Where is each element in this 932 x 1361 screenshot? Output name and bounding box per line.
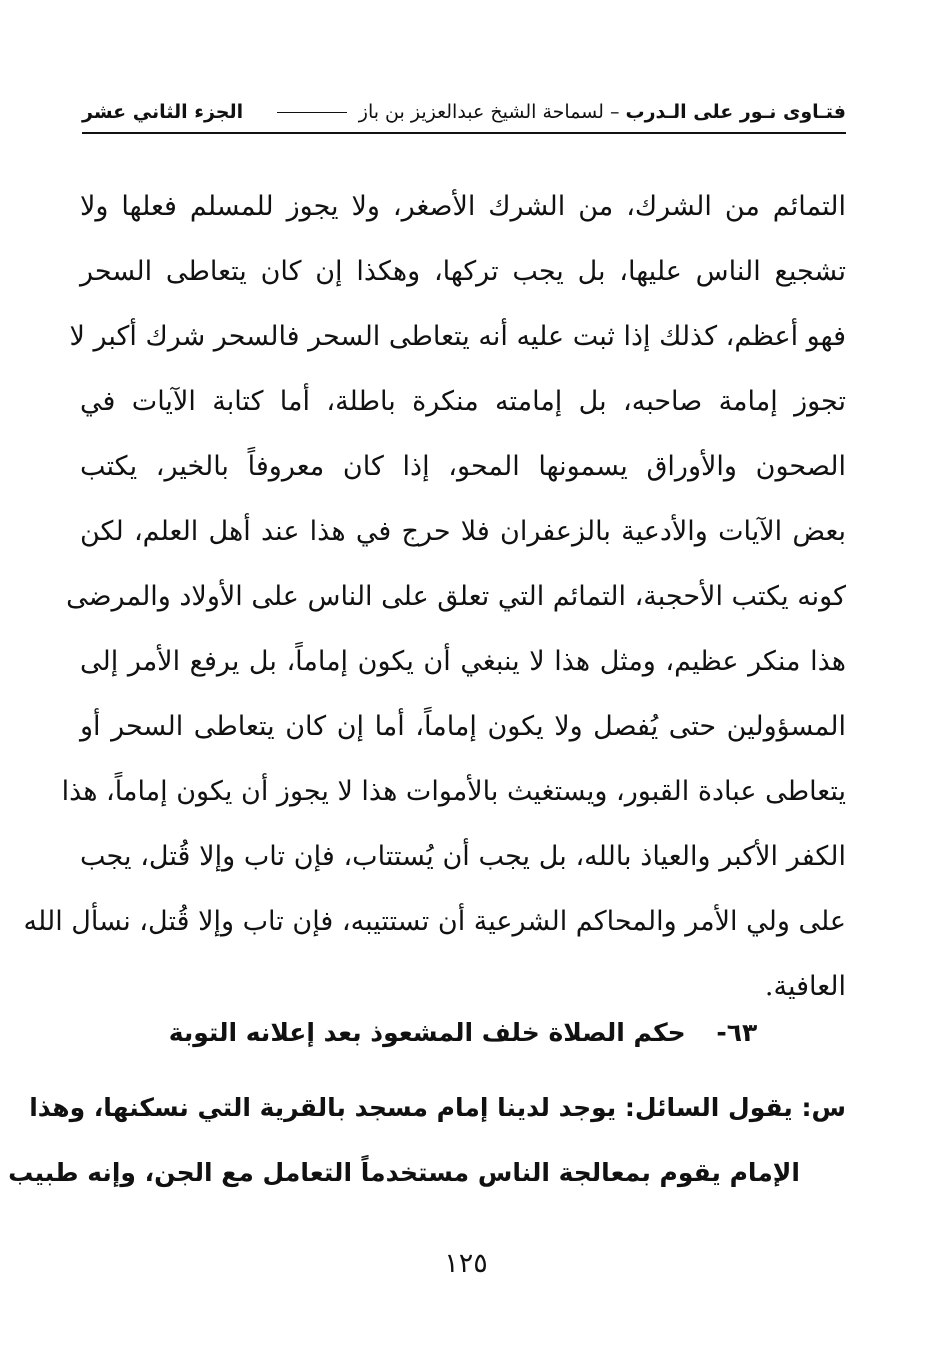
question-block (8, 1083, 846, 1213)
text-line: تجوز إمامة صاحبه، بل إمامته منكرة باطلة، أما كتابة الآيات في (80, 386, 846, 417)
text-line: التمائم من الشرك، من الشرك الأصغر، ولا يجوز للمسلم فعلها ولا (80, 191, 846, 222)
text-line: على ولي الأمر والمحاكم الشرعية أن تستتيبه، فإن تاب وإلا قُتل، نسأل الله (23, 906, 846, 937)
text-line: بعض الآيات والأدعية بالزعفران فلا حرج في هذا عند أهل العلم، لكن (80, 516, 846, 547)
text-line: الكفر الأكبر والعياذ بالله، بل يجب أن يُستتاب، فإن تاب وإلا قُتل، يجب (80, 841, 846, 872)
text-line: تشجيع الناس عليها، بل يجب تركها، وهكذا إن كان يتعاطى السحر (80, 256, 847, 287)
text-line: العافية. (764, 971, 846, 1002)
text-line: كونه يكتب الأحجبة، التمائم التي تعلق على الناس على الأولاد والمرضى (66, 581, 846, 612)
author-line: – لسماحة الشيخ عبدالعزيز بن باز (358, 101, 620, 123)
header-left-group (271, 101, 846, 123)
section-title-text: حكم الصلاة خلف المشعوذ بعد إعلانه التوبة (168, 1018, 686, 1047)
text-line: فهو أعظم، كذلك إذا ثبت عليه أنه يتعاطى السحر فالسحر شرك أكبر لا (69, 321, 846, 352)
text-line: يتعاطى عبادة القبور، ويستغيث بالأموات هذا لا يجوز أن يكون إماماً، هذا (61, 776, 846, 807)
page-number: ١٢٥ (444, 1248, 488, 1279)
main-paragraph (23, 182, 847, 1027)
text-line: الصحون والأوراق يسمونها المحو، إذا كان معروفاً بالخير، يكتب (80, 451, 846, 482)
text-line: هذا منكر عظيم، ومثل هذا لا ينبغي أن يكون إماماً، بل يرفع الأمر إلى (80, 646, 846, 677)
question-line: س: يقول السائل: يوجد لدينا إمام مسجد بالقرية التي نسكنها، وهذا (29, 1093, 846, 1122)
running-header (82, 92, 846, 134)
section-heading (80, 1008, 846, 1058)
question-line: الإمام يقوم بمعالجة الناس مستخدماً التعامل مع الجن، وإنه طبيب (8, 1158, 800, 1187)
header-separator-rule (277, 112, 347, 113)
text-line: المسؤولين حتى يُفصل ولا يكون إماماً، أما إن كان يتعاطى السحر أو (80, 711, 846, 742)
section-number: ٦٣- (716, 1018, 758, 1047)
book-title: فتـاوى نـور على الـدرب (625, 101, 846, 123)
volume-label: الجزء الثاني عشر (82, 101, 244, 123)
